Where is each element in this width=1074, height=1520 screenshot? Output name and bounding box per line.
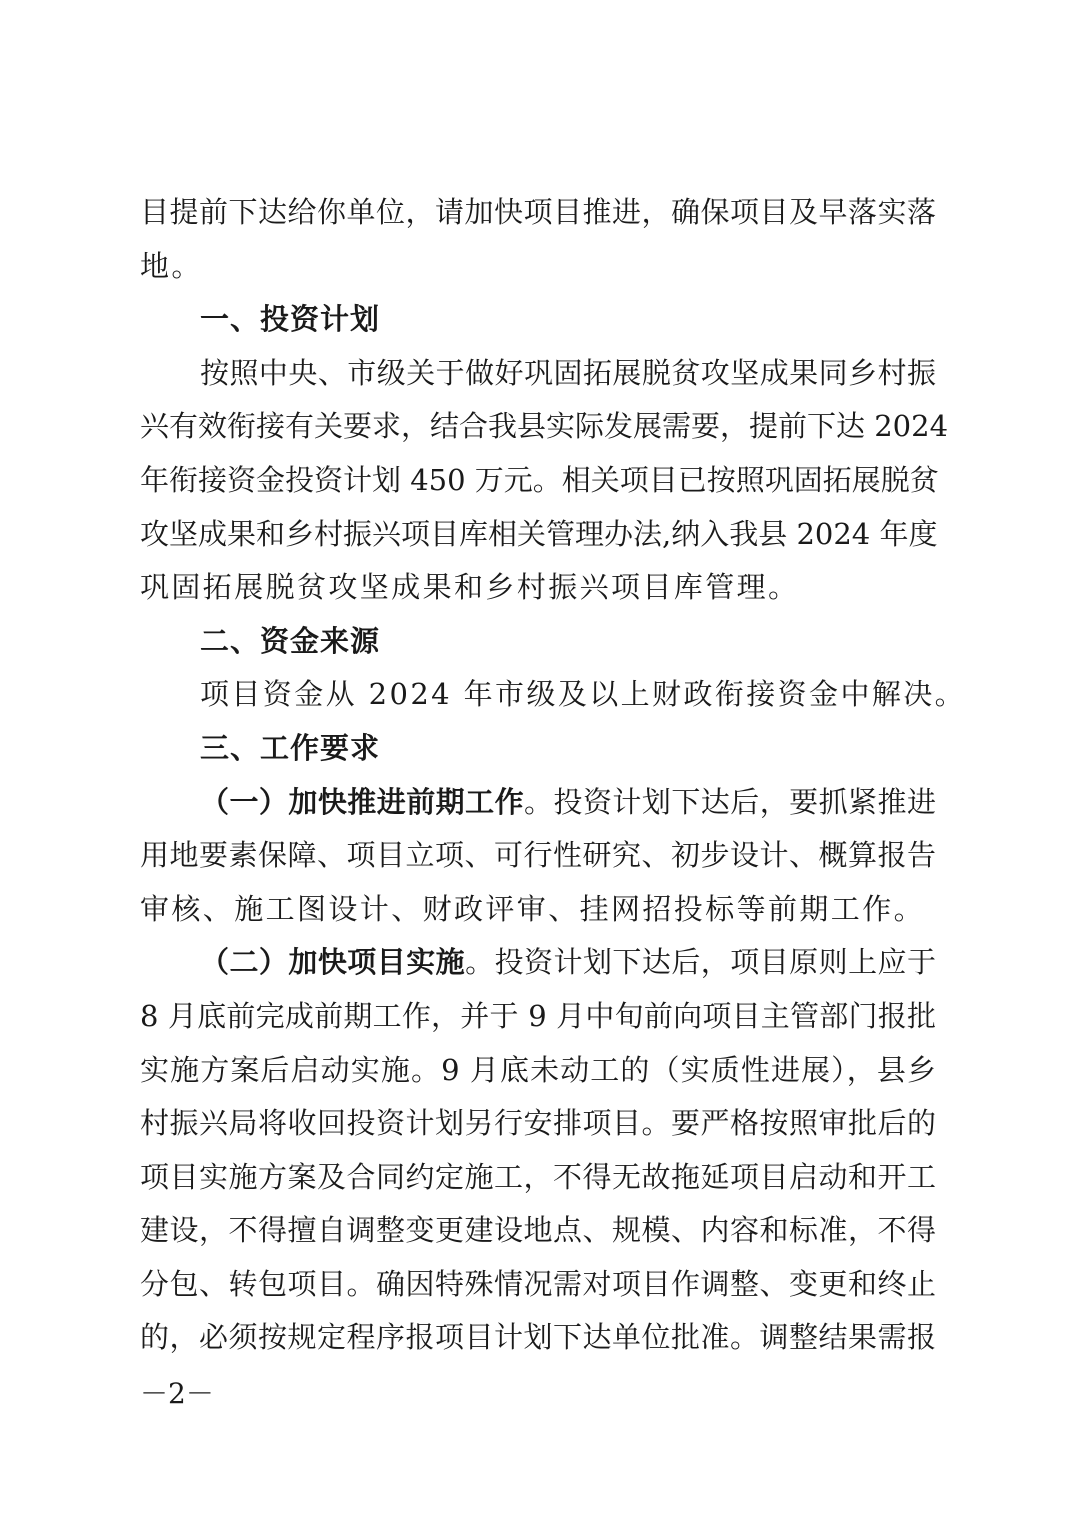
body-line: 的，必须按规定程序报项目计划下达单位批准。调整结果需报	[140, 1320, 936, 1355]
document-body	[140, 186, 967, 1365]
subsection-text: 。投资计划下达后，项目原则上应于	[465, 945, 936, 980]
body-line: 建设，不得擅自调整变更建设地点、规模、内容和标准，不得	[140, 1213, 936, 1248]
body-line: 8 月底前完成前期工作，并于 9 月中旬前向项目主管部门报批	[140, 998, 936, 1033]
body-line: 村振兴局将收回投资计划另行安排项目。要严格按照审批后的	[140, 1106, 936, 1141]
body-line: 审核、施工图设计、财政评审、挂网招投标等前期工作。	[140, 891, 926, 926]
body-line: 分包、转包项目。确因特殊情况需对项目作调整、变更和终止	[140, 1266, 936, 1301]
subsection-title-project-implementation: （二）加快项目实施	[200, 945, 466, 980]
body-line: 项目实施方案及合同约定施工，不得无故拖延项目启动和开工	[140, 1159, 936, 1194]
body-line: 实施方案后启动实施。9 月底未动工的（实质性进展），县乡	[140, 1052, 936, 1087]
body-line: 兴有效衔接有关要求，结合我县实际发展需要，提前下达 2024	[140, 409, 949, 444]
body-line: 按照中央、市级关于做好巩固拓展脱贫攻坚成果同乡村振	[200, 355, 936, 390]
section-heading-investment-plan: 一、投资计划	[200, 302, 381, 337]
body-line: 项目资金从 2024 年市级及以上财政衔接资金中解决。	[200, 677, 967, 712]
body-line: 年衔接资金投资计划 450 万元。相关项目已按照巩固拓展脱贫	[140, 462, 939, 497]
subsection-text: 。投资计划下达后，要抓紧推进	[524, 784, 936, 819]
subsection-line	[140, 936, 936, 990]
subsection-line	[140, 776, 936, 830]
body-line: 用地要素保障、项目立项、可行性研究、初步设计、概算报告	[140, 838, 936, 873]
subsection-title-preliminary-work: （一）加快推进前期工作	[200, 784, 525, 819]
body-line: 巩固拓展脱贫攻坚成果和乡村振兴项目库管理。	[140, 570, 800, 605]
section-heading-work-requirements: 三、工作要求	[200, 730, 381, 765]
body-line: 地。	[140, 248, 203, 283]
body-line: 目提前下达给你单位，请加快项目推进，确保项目及早落实落	[140, 195, 936, 229]
page-number: －2－	[140, 1377, 214, 1410]
body-line: 攻坚成果和乡村振兴项目库相关管理办法,纳入我县 2024 年度	[140, 516, 938, 551]
section-heading-funding-source: 二、资金来源	[200, 623, 381, 658]
